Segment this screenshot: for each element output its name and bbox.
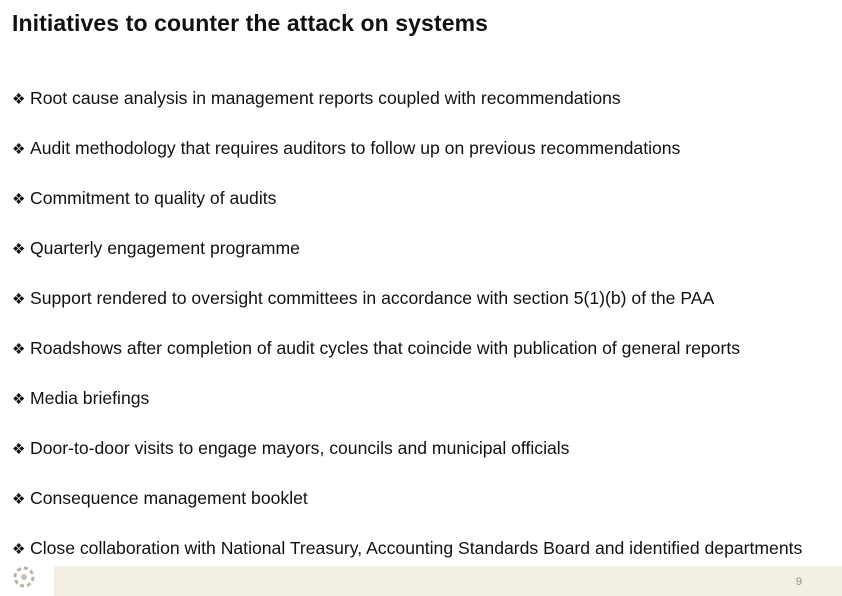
diamond-bullet-icon: ❖ [12, 241, 26, 258]
diamond-bullet-icon: ❖ [12, 391, 26, 408]
list-item [12, 536, 812, 562]
list-item-text: Commitment to quality of audits [30, 188, 277, 208]
list-item-text: Root cause analysis in management reports coupled with recommendations [30, 88, 621, 108]
list-item-text: Audit methodology that requires auditors to follow up on previous recommendations [30, 138, 681, 158]
list-item [12, 286, 812, 312]
list-item-text: Consequence management booklet [30, 488, 308, 508]
page-number: 9 [795, 576, 802, 588]
list-item [12, 336, 812, 362]
list-item [12, 436, 812, 462]
list-item-text: Support rendered to oversight committees in accordance with section 5(1)(b) of the PAA [30, 288, 715, 308]
list-item [12, 486, 812, 512]
logo-icon [8, 562, 40, 592]
diamond-bullet-icon: ❖ [12, 191, 26, 208]
list-item [12, 386, 812, 412]
list-item [12, 236, 812, 262]
diamond-bullet-icon: ❖ [12, 141, 26, 158]
list-item-text: Roadshows after completion of audit cycles that coincide with publication of general reports [30, 338, 741, 358]
list-item-text: Quarterly engagement programme [30, 238, 300, 258]
list-item [12, 186, 812, 212]
diamond-bullet-icon: ❖ [12, 541, 26, 558]
diamond-bullet-icon: ❖ [12, 91, 26, 108]
list-item [12, 136, 812, 162]
diamond-bullet-icon: ❖ [12, 291, 26, 308]
bullet-list [12, 86, 812, 586]
list-item-text: Media briefings [30, 388, 150, 408]
diamond-bullet-icon: ❖ [12, 491, 26, 508]
diamond-bullet-icon: ❖ [12, 341, 26, 358]
slide-title: Initiatives to counter the attack on systems [12, 10, 489, 36]
list-item-text: Close collaboration with National Treasury, Accounting Standards Board and identified departments [30, 538, 803, 558]
list-item-text: Door-to-door visits to engage mayors, councils and municipal officials [30, 438, 570, 458]
diamond-bullet-icon: ❖ [12, 441, 26, 458]
list-item [12, 86, 812, 112]
